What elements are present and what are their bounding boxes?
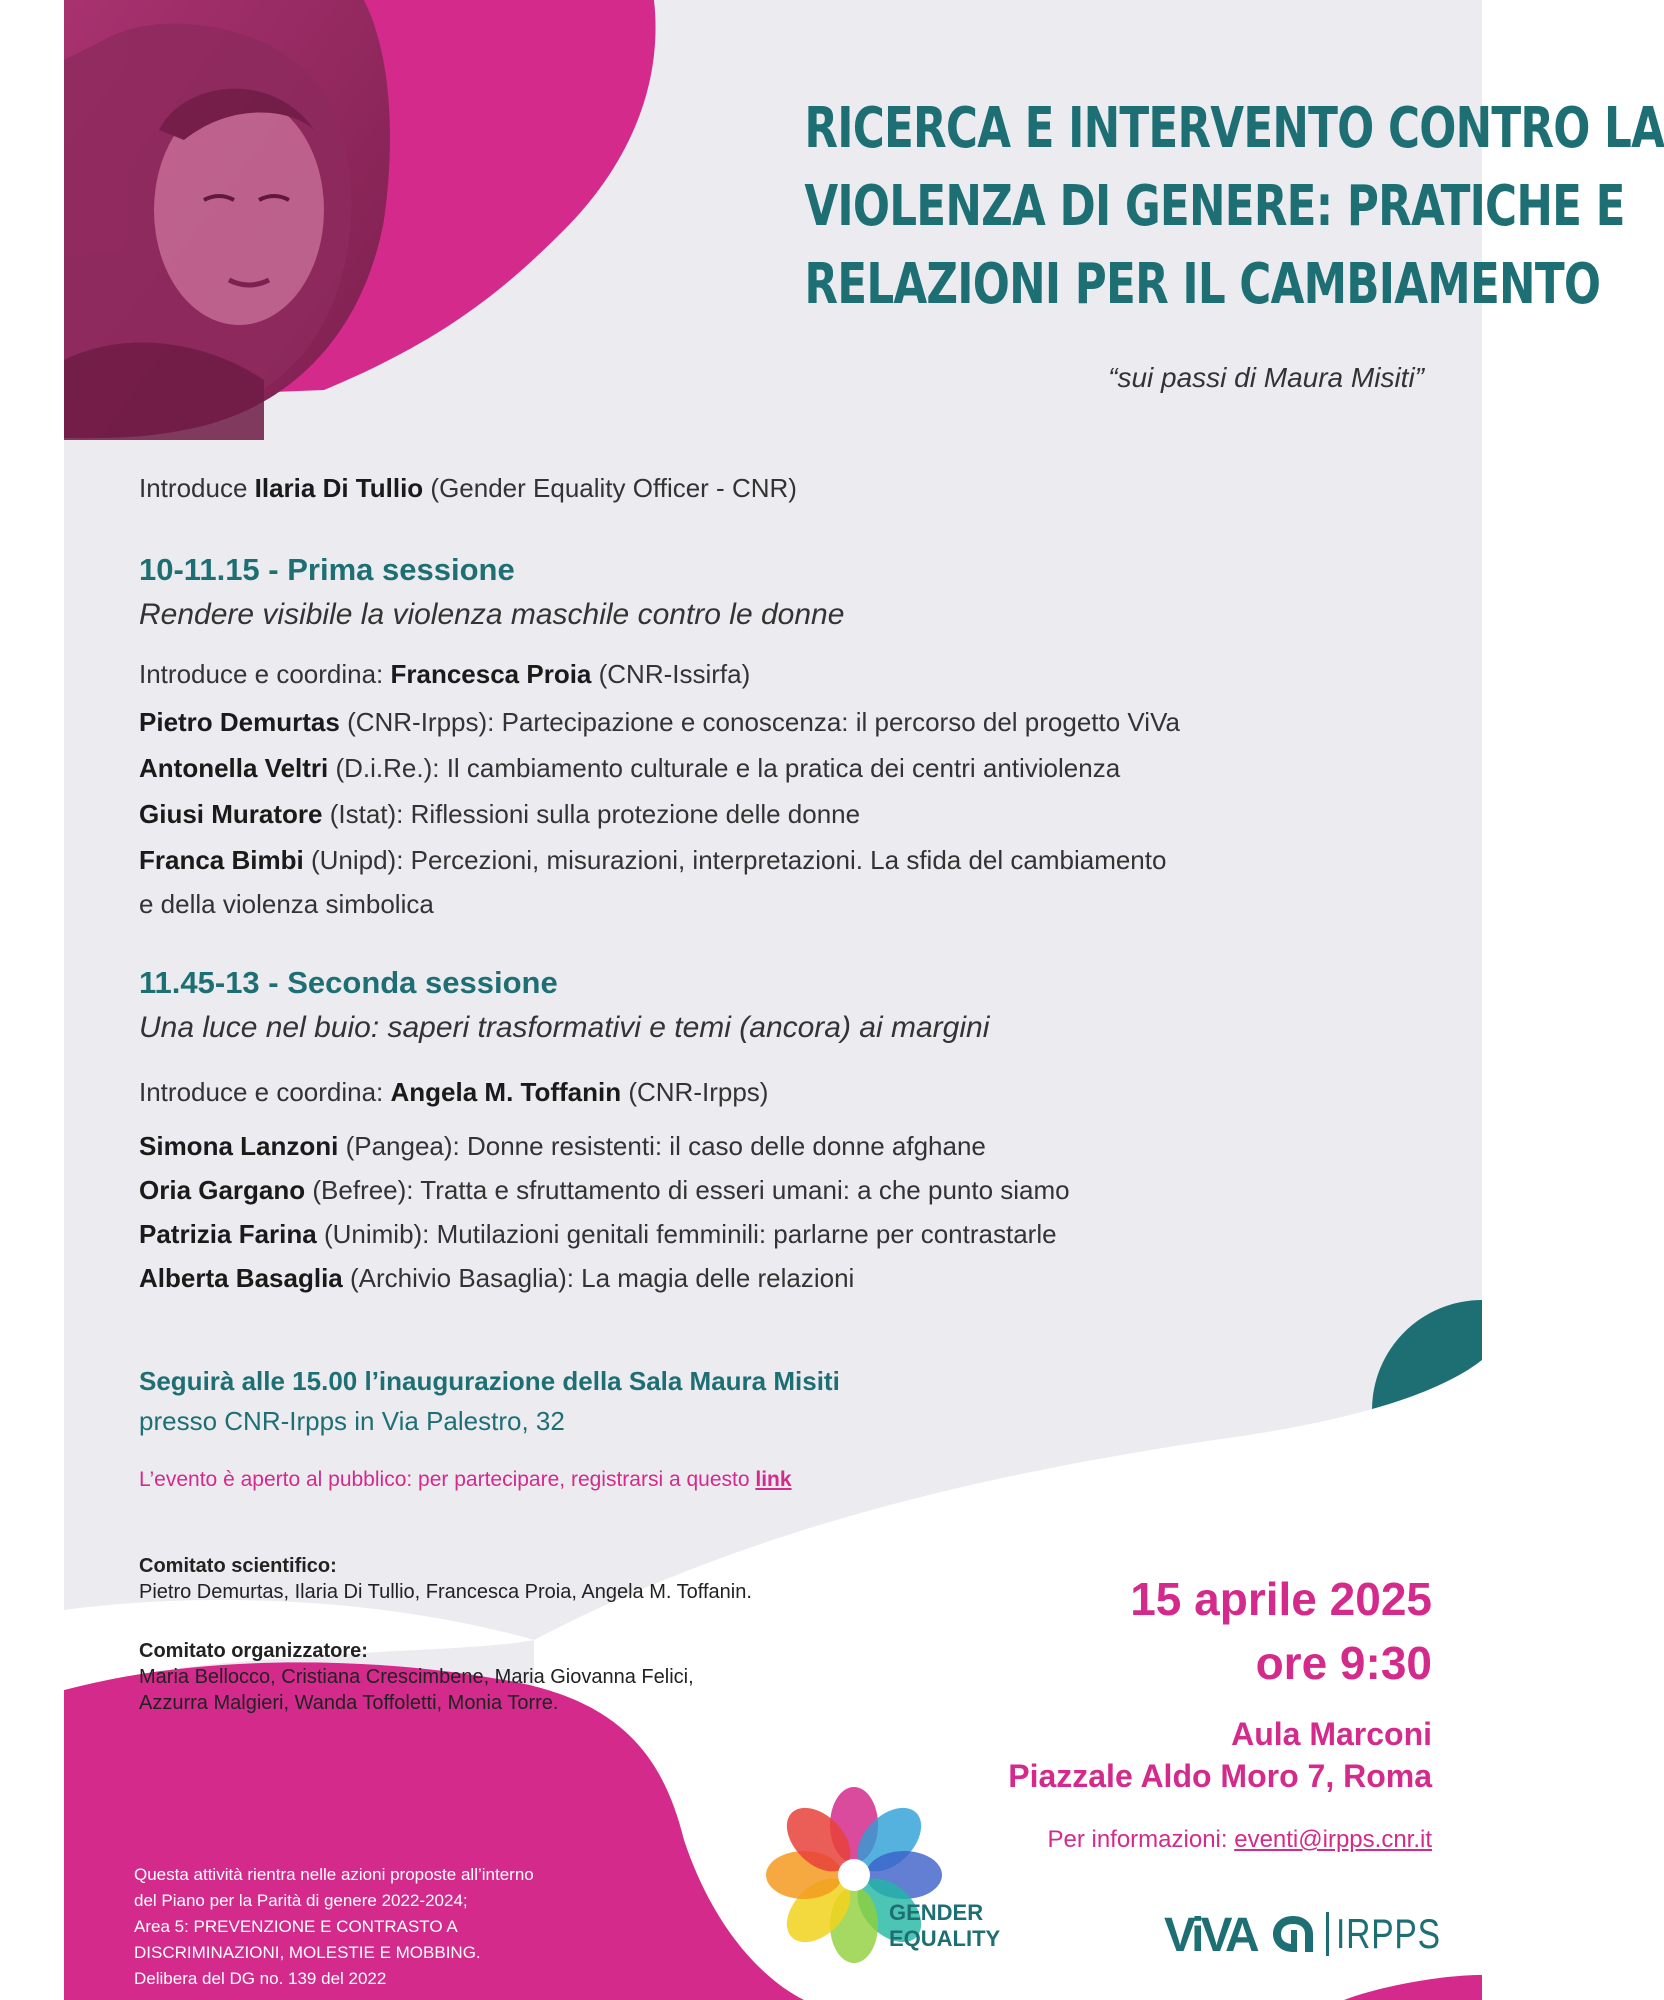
coord-name: Angela M. Toffanin — [390, 1077, 622, 1107]
speaker-name: Antonella Veltri — [139, 753, 329, 783]
speaker-name: Franca Bimbi — [139, 845, 304, 875]
speaker-name: Giusi Muratore — [139, 799, 323, 829]
session2-talk-4 — [139, 1260, 854, 1296]
title-line-2: VIOLENZA DI GENERE: PRATICHE E — [804, 174, 1625, 239]
session1-talk-3 — [139, 796, 860, 832]
event-venue: Aula Marconi — [1231, 1716, 1432, 1752]
cnr-logo-icon — [1269, 1912, 1317, 1956]
scientific-committee-members: Pietro Demurtas, Ilaria Di Tullio, Francesca Proia, Angela M. Toffanin. — [139, 1581, 752, 1603]
speaker-name: Oria Gargano — [139, 1175, 306, 1205]
talk-details: (Archivio Basaglia): La magia delle relazioni — [342, 1263, 855, 1293]
speaker-name: Pietro Demurtas — [139, 707, 340, 737]
session2-talk-1 — [139, 1128, 986, 1164]
title-line-1: RICERCA E INTERVENTO CONTRO LA — [804, 96, 1664, 161]
coord-prefix: Introduce e coordina: — [139, 1077, 391, 1107]
speaker-name: Simona Lanzoni — [139, 1131, 339, 1161]
title-line-3: RELAZIONI PER IL CAMBIAMENTO — [804, 252, 1601, 317]
speaker-name: Patrizia Farina — [139, 1219, 317, 1249]
registration-text: L’evento è aperto al pubblico: per partecipare, registrarsi a questo — [139, 1468, 756, 1491]
footer-line: DISCRIMINAZIONI, MOLESTIE E MOBBING. — [134, 1943, 481, 1962]
session2-talk-2 — [139, 1172, 1070, 1208]
session2-heading: 11.45-13 - Seconda sessione — [139, 965, 558, 1000]
event-subtitle: “sui passi di Maura Misiti” — [1108, 362, 1424, 393]
intro-suffix: (Gender Equality Officer - CNR) — [423, 473, 797, 503]
footer-line: Questa attività rientra nelle azioni proposte all’interno — [134, 1865, 534, 1884]
organizing-committee-line-2: Azzurra Malgieri, Wanda Toffoletti, Monia Torre. — [139, 1692, 559, 1714]
footer-line: Area 5: PREVENZIONE E CONTRASTO A — [134, 1917, 458, 1936]
session1-talk-2 — [139, 750, 1120, 786]
talk-details: (Pangea): Donne resistenti: il caso delle donne afghane — [338, 1131, 986, 1161]
session2-subtitle: Una luce nel buio: saperi trasformativi e temi (ancora) ai margini — [139, 1011, 990, 1044]
intro-name: Ilaria Di Tullio — [254, 473, 424, 503]
poster — [64, 0, 1664, 2000]
speaker-name: Alberta Basaglia — [139, 1263, 343, 1293]
talk-details: (Befree): Tratta e sfruttamento di esseri umani: a che punto siamo — [305, 1175, 1070, 1205]
registration-line — [139, 1468, 792, 1492]
session1-talk-4-continuation: e della violenza simbolica — [139, 889, 434, 919]
event-title — [804, 90, 1664, 324]
gender-equality-logo-text — [889, 1900, 1000, 1952]
session1-talk-1 — [139, 704, 1180, 740]
event-address: Piazzale Aldo Moro 7, Roma — [1008, 1758, 1432, 1794]
info-line — [1047, 1826, 1432, 1854]
talk-details: (Unipd): Percezioni, misurazioni, interpretazioni. La sfida del cambiamento — [303, 845, 1167, 875]
scientific-committee — [139, 1553, 752, 1605]
organizing-committee-label: Comitato organizzatore: — [139, 1640, 368, 1662]
info-prefix: Per informazioni: — [1047, 1826, 1235, 1853]
footer-note — [134, 1862, 694, 1992]
footer-line: del Piano per la Parità di genere 2022-2024; — [134, 1891, 468, 1910]
info-email-link[interactable]: eventi@irpps.cnr.it — [1234, 1826, 1432, 1853]
talk-details: (Istat): Riflessioni sulla protezione delle donne — [322, 799, 861, 829]
inauguration-line-1: Seguirà alle 15.00 l’inaugurazione della Sala Maura Misiti — [139, 1366, 840, 1396]
session1-talk-4 — [139, 842, 1166, 878]
intro-prefix: Introduce — [139, 473, 255, 503]
coord-name: Francesca Proia — [390, 659, 592, 689]
coord-suffix: (CNR-Issirfa) — [591, 659, 751, 689]
session1-coordinator — [139, 656, 750, 692]
viva-logo: ViVA — [1164, 1909, 1256, 1962]
gender-equality-line-1: GENDER — [889, 1900, 984, 1925]
talk-details: (Unimib): Mutilazioni genitali femminili: parlarne per contrastarle — [316, 1219, 1057, 1249]
session2-talk-3 — [139, 1216, 1057, 1252]
footer-line: Delibera del DG no. 139 del 2022 — [134, 1969, 387, 1988]
event-time: ore 9:30 — [1255, 1637, 1432, 1689]
organizing-committee — [139, 1638, 694, 1716]
event-date: 15 aprile 2025 — [1130, 1573, 1432, 1625]
session2-coordinator — [139, 1074, 768, 1110]
scientific-committee-label: Comitato scientifico: — [139, 1555, 337, 1577]
coord-prefix: Introduce e coordina: — [139, 659, 391, 689]
session1-subtitle: Rendere visibile la violenza maschile contro le donne — [139, 598, 845, 631]
coord-suffix: (CNR-Irpps) — [621, 1077, 769, 1107]
talk-details: (D.i.Re.): Il cambiamento culturale e la pratica dei centri antiviolenza — [328, 753, 1121, 783]
irpps-logo: IRPPS — [1336, 1910, 1441, 1957]
talk-details: (CNR-Irpps): Partecipazione e conoscenza: il percorso del progetto ViVa — [339, 707, 1180, 737]
session1-heading: 10-11.15 - Prima sessione — [139, 552, 515, 587]
inauguration-line-2: presso CNR-Irpps in Via Palestro, 32 — [139, 1406, 565, 1436]
registration-link[interactable]: link — [755, 1468, 792, 1491]
organizing-committee-line-1: Maria Bellocco, Cristiana Crescimbene, Maria Giovanna Felici, — [139, 1666, 694, 1688]
intro-line — [139, 470, 797, 506]
gender-equality-line-2: EQUALITY — [889, 1926, 1001, 1951]
logo-divider — [1326, 1912, 1329, 1956]
